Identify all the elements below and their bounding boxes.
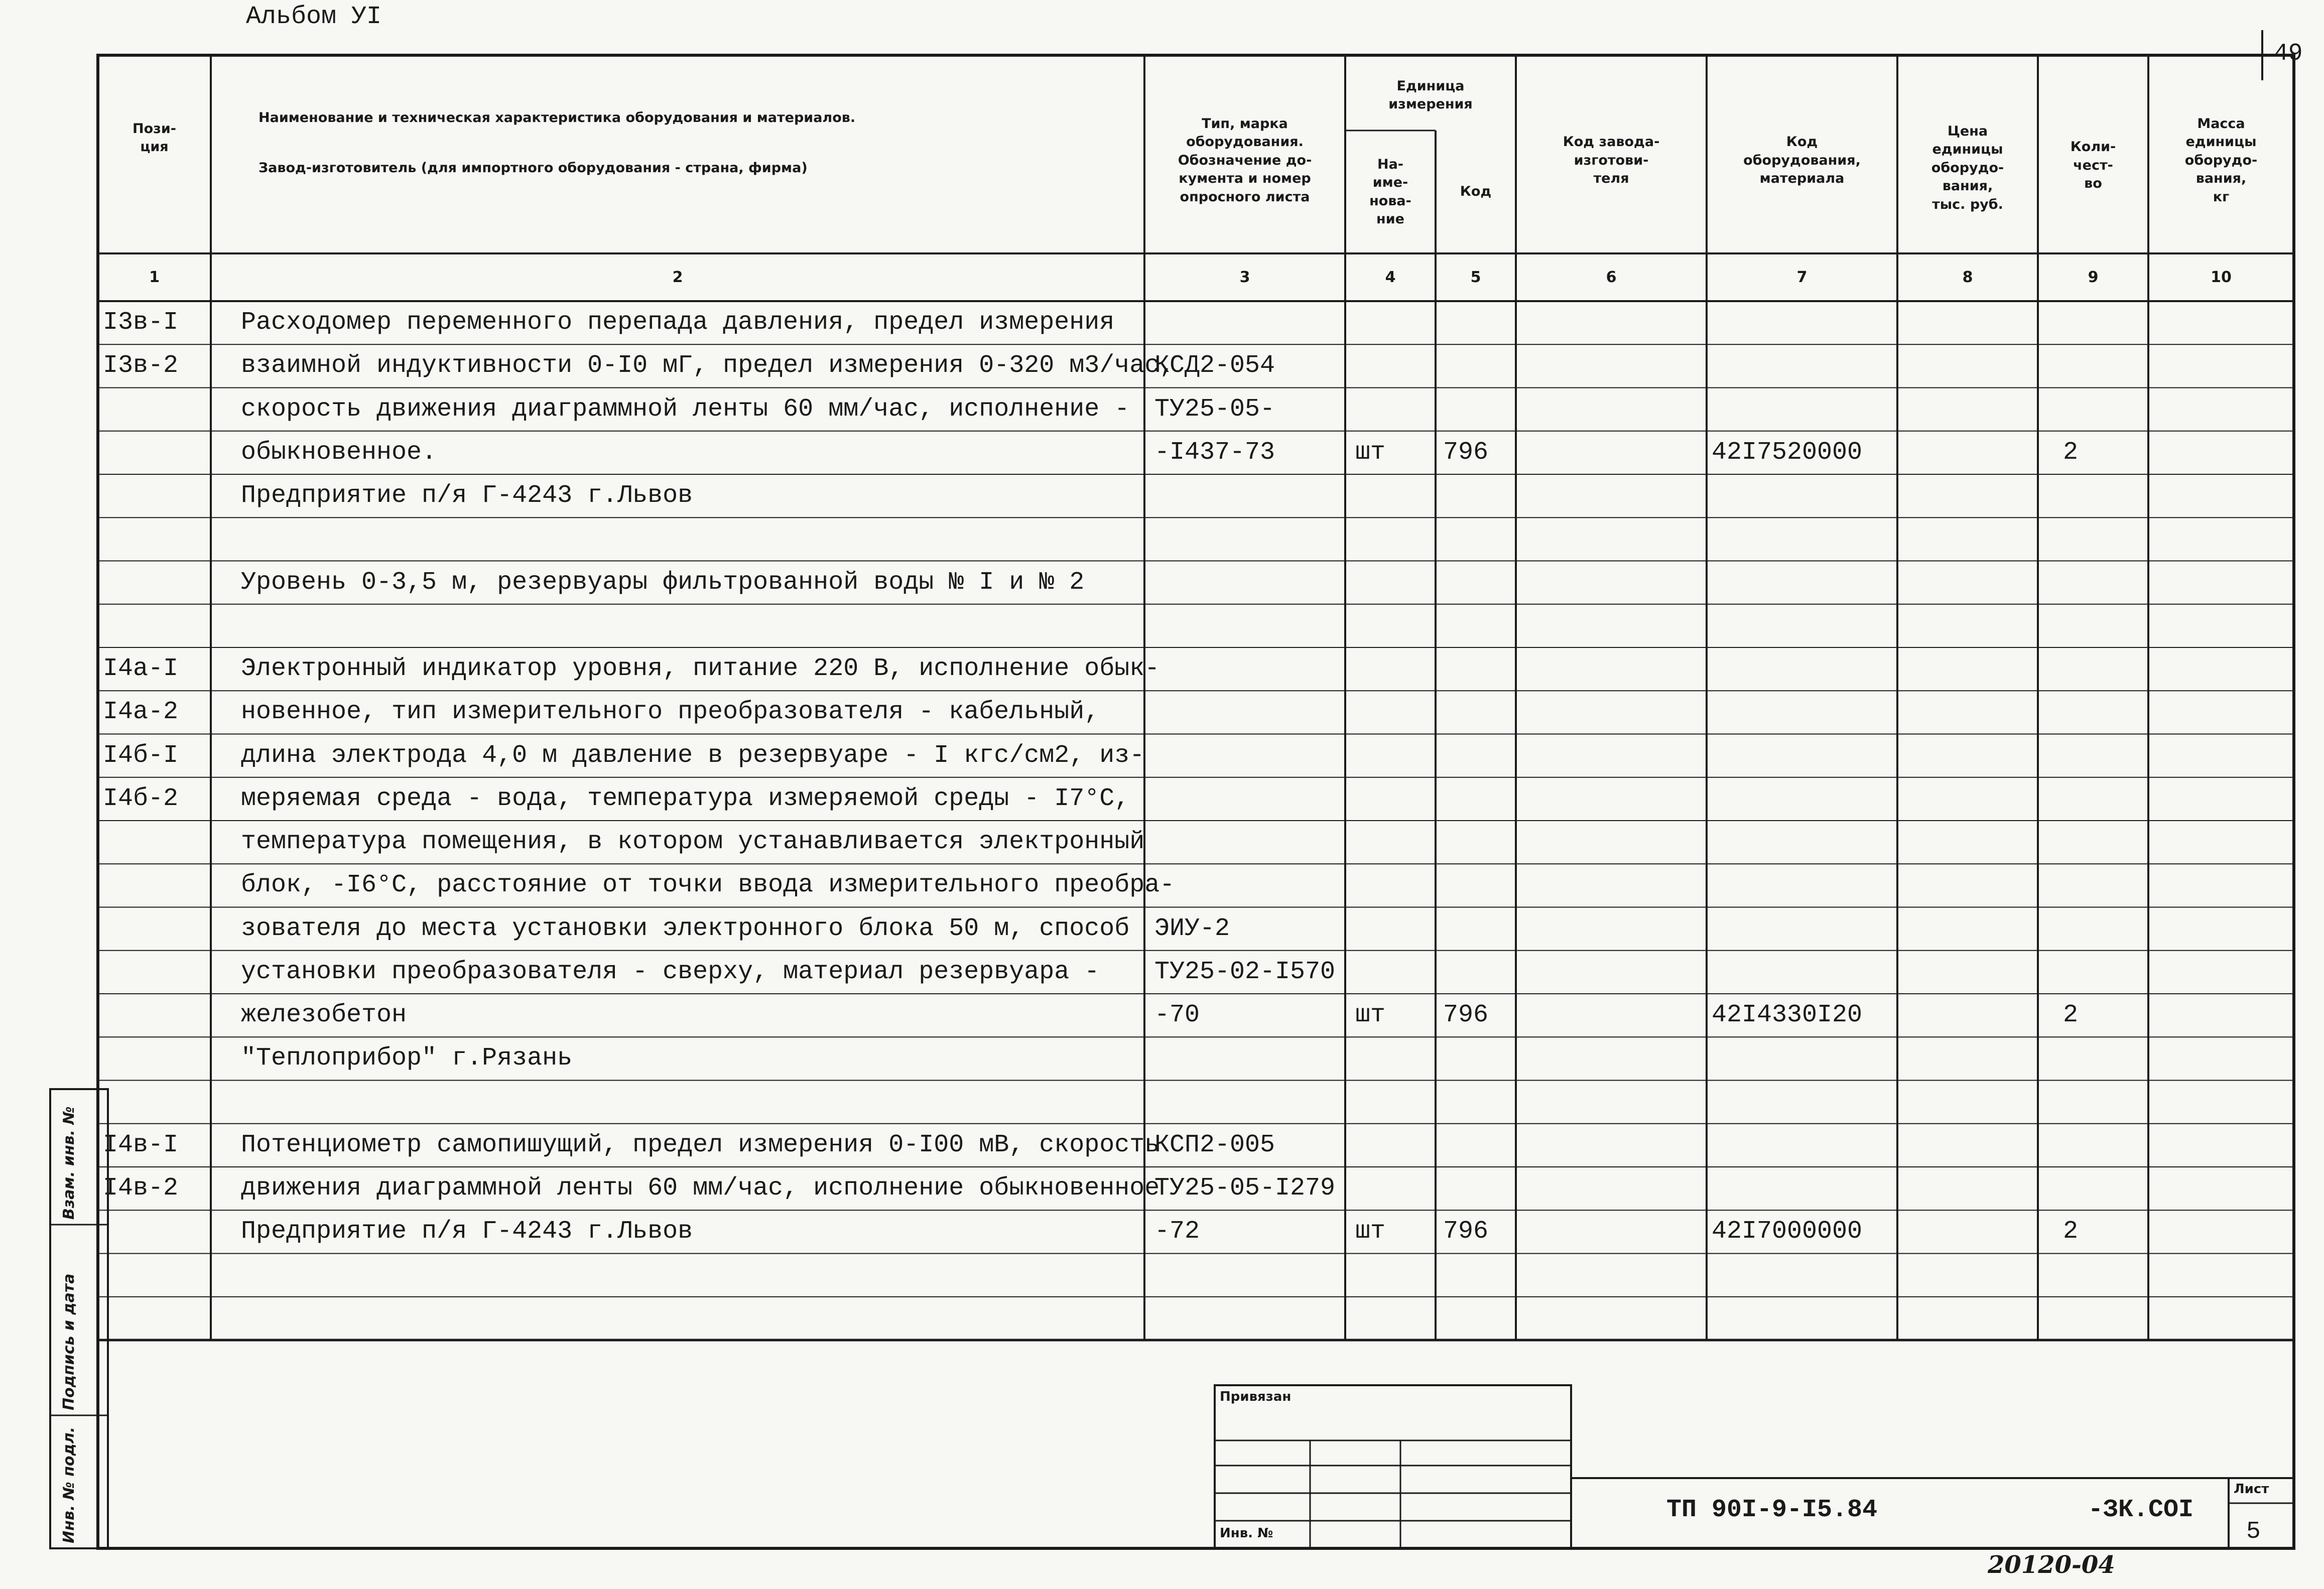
row-type: ЭИУ-2 xyxy=(1154,914,1230,943)
header-price: Цена единицы оборудо- вания, тыс. руб. xyxy=(1931,123,2004,212)
bottom-note: 20120-04 xyxy=(1988,1551,2115,1579)
col-num-10: 10 xyxy=(2211,269,2232,286)
side-label-inv-repl: Взам. инв. № xyxy=(60,1106,78,1220)
row-unit-code: 796 xyxy=(1443,438,1489,467)
page-number: 49 xyxy=(2274,40,2303,67)
side-label-sign-date: Подпись и дата xyxy=(60,1273,78,1410)
col-num-4: 4 xyxy=(1385,269,1396,286)
row-material-code: 42I7000000 xyxy=(1712,1217,1863,1246)
header-mass: Масса единицы оборудо- вания, кг xyxy=(2184,115,2258,205)
row-name: блок, -I6°С, расстояние от точки ввода измерительного преобра- xyxy=(241,871,1175,900)
col-num-3: 3 xyxy=(1239,269,1250,286)
header-unit-group: Единица измерения xyxy=(1388,78,1473,112)
row-quantity: 2 xyxy=(2063,438,2079,467)
row-type: -72 xyxy=(1154,1217,1200,1246)
row-type: КСД2-054 xyxy=(1154,351,1275,380)
header-type: Тип, марка оборудования. Обозначение до- кумента и номер опросного листа xyxy=(1178,115,1312,205)
row-unit-code: 796 xyxy=(1443,1001,1489,1029)
row-name: зователя до места установки электронного блока 50 м, способ xyxy=(241,914,1130,943)
row-position: I4а-I xyxy=(103,654,179,683)
col-num-1: 1 xyxy=(149,269,160,286)
row-name: Уровень 0-3,5 м, резервуары фильтрованной воды № I и № 2 xyxy=(241,568,1085,597)
header-name-line2: Завод-изготовитель (для импортного оборудования - страна, фирма) xyxy=(259,160,808,176)
row-name: железобетон xyxy=(241,1001,407,1029)
header-unit-name: На- име- нова- ние xyxy=(1369,156,1411,227)
row-position: I4а-2 xyxy=(103,698,179,727)
stamp-sheet-number: 5 xyxy=(2246,1518,2261,1545)
header-factory-code: Код завода- изготови- теля xyxy=(1563,134,1660,187)
row-quantity: 2 xyxy=(2063,1001,2079,1029)
row-name: обыкновенное. xyxy=(241,438,437,467)
row-type: КСП2-005 xyxy=(1154,1130,1275,1159)
row-position: I4б-I xyxy=(103,741,179,770)
row-type: ТУ25-05-I279 xyxy=(1154,1174,1336,1203)
row-name: "Теплоприбор" г.Рязань xyxy=(241,1044,573,1073)
row-type: -70 xyxy=(1154,1001,1200,1029)
row-name: Электронный индикатор уровня, питание 220 В, исполнение обык- xyxy=(241,654,1160,683)
col-num-5: 5 xyxy=(1470,269,1481,286)
stamp-privyazan: Привязан xyxy=(1220,1389,1292,1404)
row-position: I3в-I xyxy=(103,308,179,337)
header-position: Пози- ция xyxy=(133,120,176,155)
header-unit-code: Код xyxy=(1460,184,1492,200)
side-label-inv-orig: Инв. № подл. xyxy=(60,1426,78,1543)
row-type: -I437-73 xyxy=(1154,438,1275,467)
row-position: I4в-2 xyxy=(103,1174,179,1203)
row-name: скорость движения диаграммной ленты 60 мм/час, исполнение - xyxy=(241,394,1130,424)
row-name: движения диаграммной ленты 60 мм/час, исполнение обыкновенное xyxy=(241,1174,1160,1203)
header-quantity: Коли- чест- во xyxy=(2070,139,2116,192)
stamp-sheet-label: Лист xyxy=(2234,1482,2269,1497)
header-name-line1: Наименование и техническая характеристика оборудования и материалов. xyxy=(259,109,856,125)
col-num-6: 6 xyxy=(1606,269,1617,286)
row-position: I3в-2 xyxy=(103,351,179,380)
row-name: взаимной индуктивности 0-I0 мГ, предел измерения 0-320 м3/час, xyxy=(241,351,1175,380)
row-unit: шт xyxy=(1355,1001,1386,1029)
album-label: Альбом УI xyxy=(246,3,382,31)
stamp-doc-suffix: -ЗК.СОI xyxy=(2088,1496,2194,1524)
row-name: длина электрода 4,0 м давление в резервуаре - I кгс/см2, из- xyxy=(241,741,1145,770)
row-name: Потенциометр самопишущий, предел измерения 0-I00 мВ, скорость xyxy=(241,1130,1160,1159)
row-name: установки преобразователя - сверху, материал резервуара - xyxy=(241,957,1100,986)
col-num-8: 8 xyxy=(1962,269,1973,286)
row-quantity: 2 xyxy=(2063,1217,2079,1246)
stamp-inv-no: Инв. № xyxy=(1220,1526,1273,1541)
row-unit: шт xyxy=(1355,438,1386,467)
row-name: температура помещения, в котором устанавливается электронный xyxy=(241,828,1145,856)
row-name: Предприятие п/я Г-4243 г.Львов xyxy=(241,1217,693,1246)
row-name: Предприятие п/я Г-4243 г.Львов xyxy=(241,481,693,510)
row-position: I4б-2 xyxy=(103,784,179,813)
row-name: меряемая среда - вода, температура измеряемой среды - I7°С, xyxy=(241,784,1130,813)
row-name: Расходомер переменного перепада давления, предел измерения xyxy=(241,308,1115,337)
header-material-code: Код оборудования, материала xyxy=(1743,134,1861,187)
row-position: I4в-I xyxy=(103,1130,179,1159)
row-unit: шт xyxy=(1355,1217,1386,1246)
stamp-doc-code: ТП 90I-9-I5.84 xyxy=(1666,1496,1878,1524)
row-material-code: 42I4330I20 xyxy=(1712,1001,1863,1029)
row-type: ТУ25-05- xyxy=(1154,394,1275,424)
col-num-9: 9 xyxy=(2088,269,2099,286)
row-unit-code: 796 xyxy=(1443,1217,1489,1246)
col-num-2: 2 xyxy=(672,269,683,286)
col-num-7: 7 xyxy=(1796,269,1807,286)
row-type: ТУ25-02-I570 xyxy=(1154,957,1336,986)
row-material-code: 42I7520000 xyxy=(1712,438,1863,467)
row-name: новенное, тип измерительного преобразователя - кабельный, xyxy=(241,698,1100,727)
